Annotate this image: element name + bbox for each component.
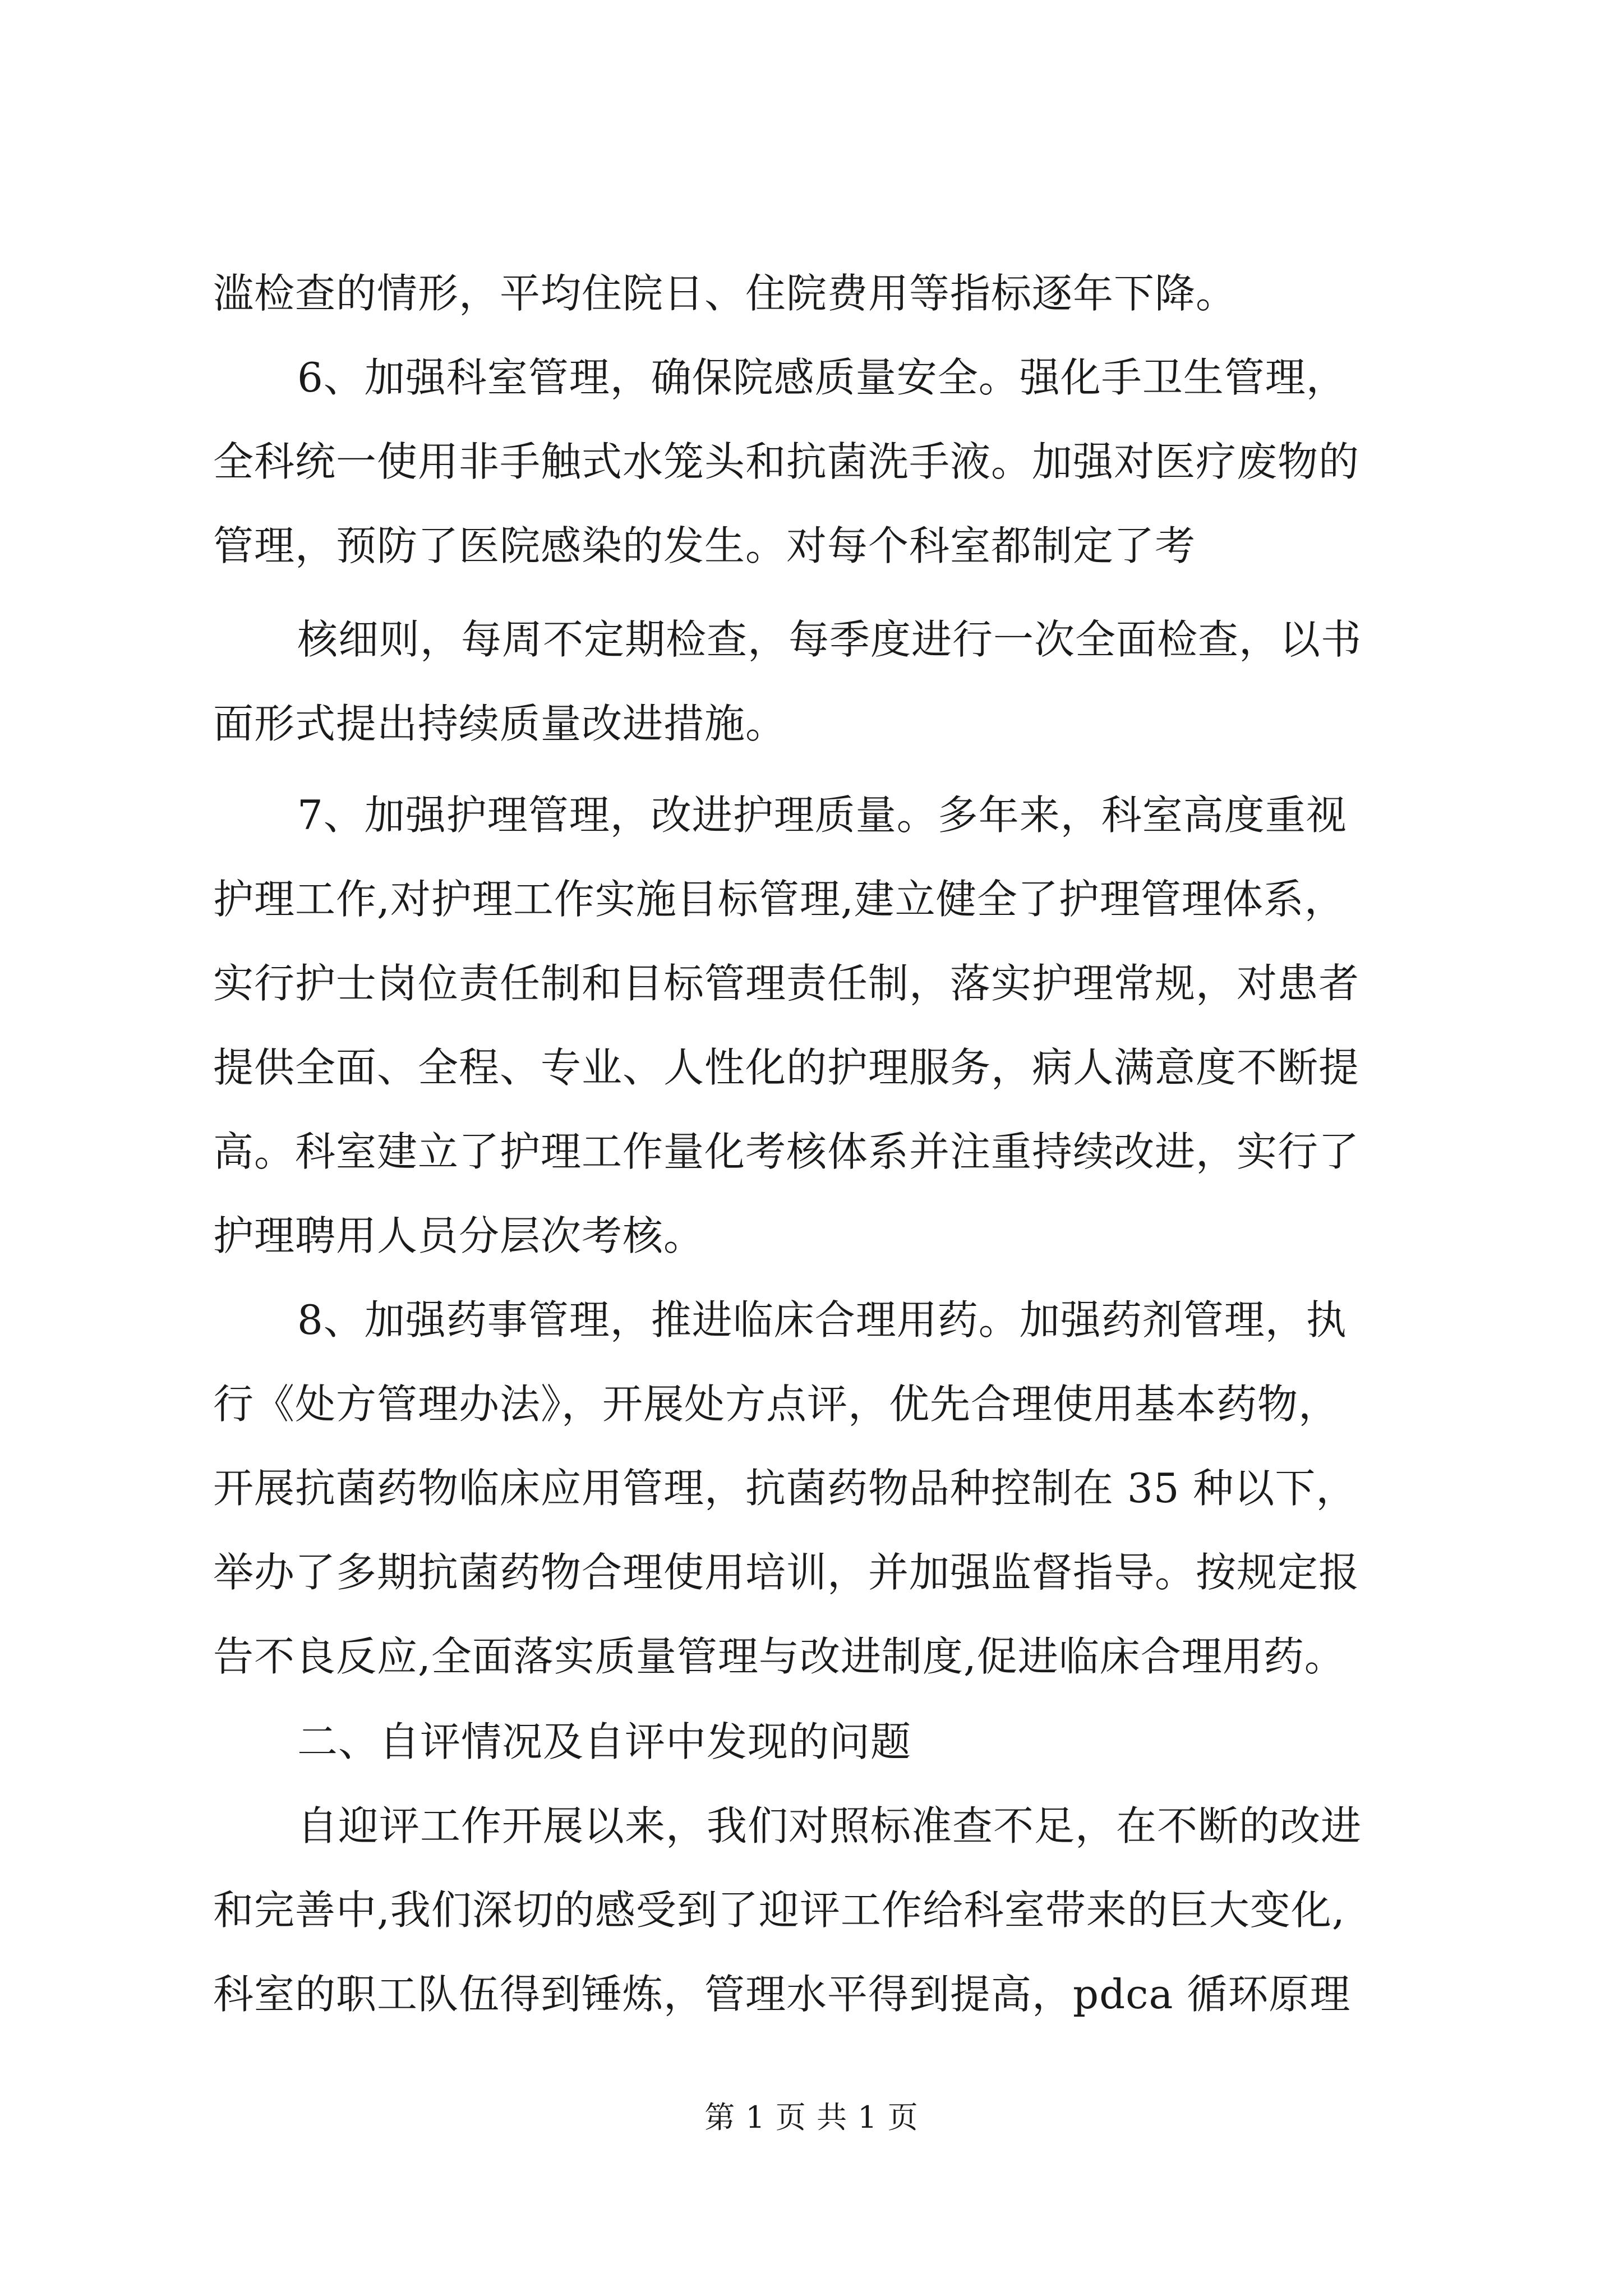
body-line: 核细则，每周不定期检查，每季度进行一次全面检查，以书: [297, 616, 1362, 663]
body-line: 6、加强科室管理，确保院感质量安全。强化手卫生管理，: [297, 354, 1347, 401]
body-line: 护理工作,对护理工作实施目标管理,建立健全了护理管理体系，: [213, 876, 1345, 923]
body-line: 提供全面、全程、专业、人性化的护理服务，病人满意度不断提: [213, 1044, 1360, 1091]
body-line: 举办了多期抗菌药物合理使用培训，并加强监督指导。按规定报: [213, 1549, 1360, 1596]
body-line: 管理，预防了医院感染的发生。对每个科室都制定了考: [213, 522, 1196, 569]
body-line: 护理聘用人员分层次考核。: [213, 1212, 705, 1259]
body-line: 滥检查的情形，平均住院日、住院费用等指标逐年下降。: [213, 270, 1237, 317]
body-line: 高。科室建立了护理工作量化考核体系并注重持续改进，实行了: [213, 1128, 1360, 1175]
body-line: 面形式提出持续质量改进措施。: [213, 700, 787, 747]
body-line: 告不良反应,全面落实质量管理与改进制度,促进临床合理用药。: [213, 1633, 1345, 1680]
section-heading: 二、自评情况及自评中发现的问题: [297, 1718, 912, 1765]
body-line: 实行护士岗位责任制和目标管理责任制，落实护理常规，对患者: [213, 960, 1360, 1007]
body-line: 全科统一使用非手触式水笼头和抗菌洗手液。加强对医疗废物的: [213, 438, 1360, 485]
body-line: 8、加强药事管理，推进临床合理用药。加强药剂管理，执: [297, 1296, 1347, 1343]
body-line: 开展抗菌药物临床应用管理，抗菌药物品种控制在 35 种以下，: [213, 1465, 1357, 1512]
body-line: 7、加强护理管理，改进护理质量。多年来，科室高度重视: [297, 792, 1347, 839]
page-footer: 第 1 页 共 1 页: [704, 2100, 919, 2135]
body-line: 和完善中,我们深切的感受到了迎评工作给科室带来的巨大变化,: [213, 1887, 1345, 1934]
body-line: 科室的职工队伍得到锤炼，管理水平得到提高，pdca 循环原理: [213, 1971, 1351, 2018]
body-line: 行《处方管理办法》，开展处方点评，优先合理使用基本药物，: [213, 1381, 1340, 1428]
body-line: 自迎评工作开展以来，我们对照标准查不足，在不断的改进: [297, 1802, 1362, 1849]
